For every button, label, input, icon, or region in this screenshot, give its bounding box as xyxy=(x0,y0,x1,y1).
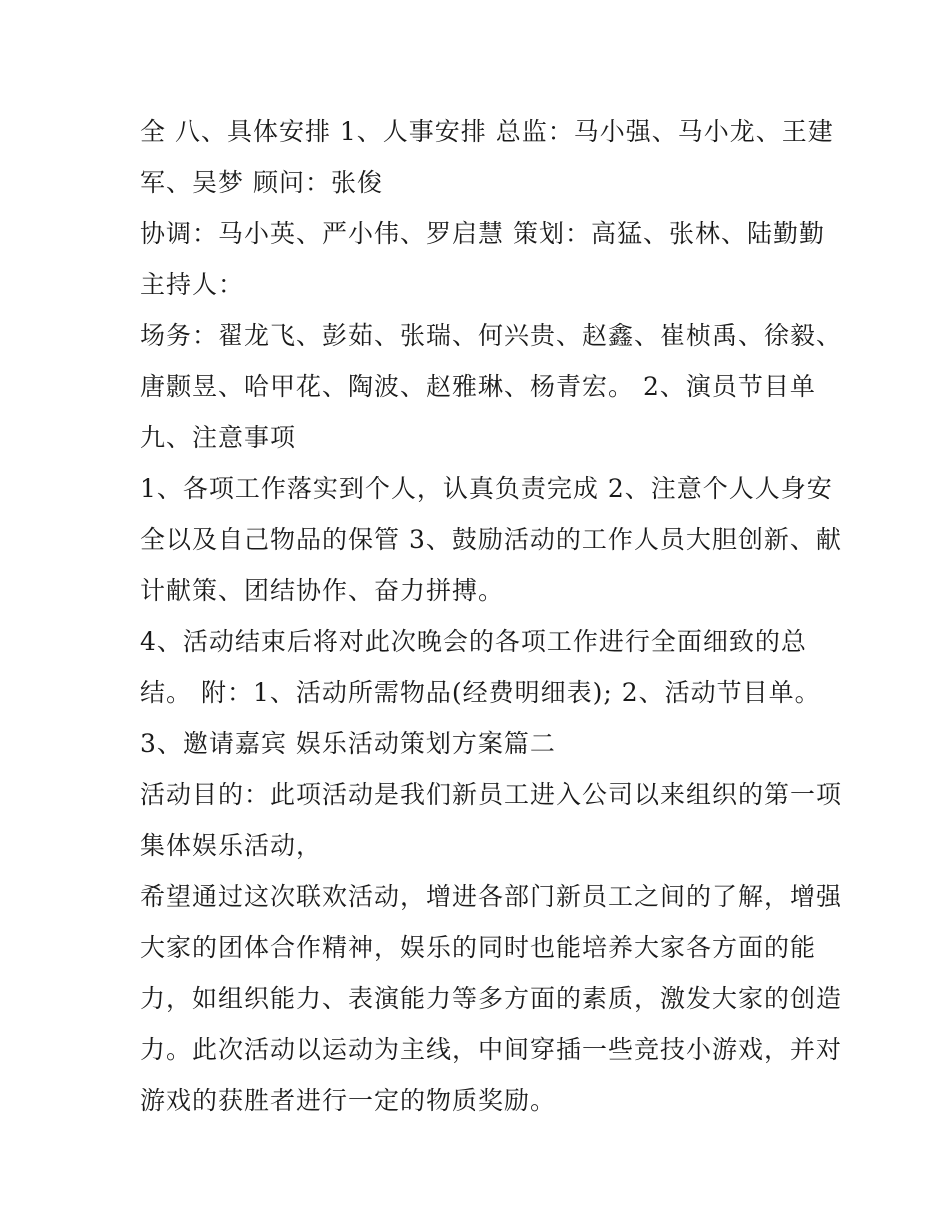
text-line: 结。 附：1、活动所需物品(经费明细表); 2、活动节目单。 xyxy=(140,678,821,707)
text-line: 集体娱乐活动， xyxy=(140,831,323,860)
document-body xyxy=(140,106,843,1126)
text-line: 4、活动结束后将对此次晚会的各项工作进行全面细致的总 xyxy=(140,627,807,656)
text-line: 力，如组织能力、表演能力等多方面的素质，激发大家的创造 xyxy=(140,984,843,1013)
text-line: 军、吴梦 顾问：张俊 xyxy=(140,168,383,197)
text-line: 全 八、具体安排 1、人事安排 总监：马小强、马小龙、王建 xyxy=(140,117,834,146)
text-line: 大家的团体合作精神，娱乐的同时也能培养大家各方面的能 xyxy=(140,933,817,962)
text-line: 主持人： xyxy=(140,270,245,299)
text-line: 唐颢昱、哈甲花、陶波、赵雅琳、杨青宏。 2、演员节目单 xyxy=(140,372,816,401)
section-heading: 九、注意事项 xyxy=(140,423,297,452)
text-line: 3、邀请嘉宾 娱乐活动策划方案篇二 xyxy=(140,729,556,758)
text-line: 全以及自己物品的保管 3、鼓励活动的工作人员大胆创新、献 xyxy=(140,525,842,554)
text-line: 计献策、团结协作、奋力拼搏。 xyxy=(140,576,505,605)
text-line: 场务：翟龙飞、彭茹、张瑞、何兴贵、赵鑫、崔桢禹、徐毅、 xyxy=(140,321,843,350)
text-line: 活动目的：此项活动是我们新员工进入公司以来组织的第一项 xyxy=(140,780,843,809)
text-line: 1、各项工作落实到个人，认真负责完成 2、注意个人人身安 xyxy=(140,474,833,503)
text-line: 希望通过这次联欢活动，增进各部门新员工之间的了解，增强 xyxy=(140,882,843,911)
text-line: 游戏的获胜者进行一定的物质奖励。 xyxy=(140,1086,557,1115)
text-line: 协调：马小英、严小伟、罗启慧 策划：高猛、张林、陆勤勤 xyxy=(140,219,825,248)
text-line: 力。此次活动以运动为主线，中间穿插一些竞技小游戏，并对 xyxy=(140,1035,843,1064)
